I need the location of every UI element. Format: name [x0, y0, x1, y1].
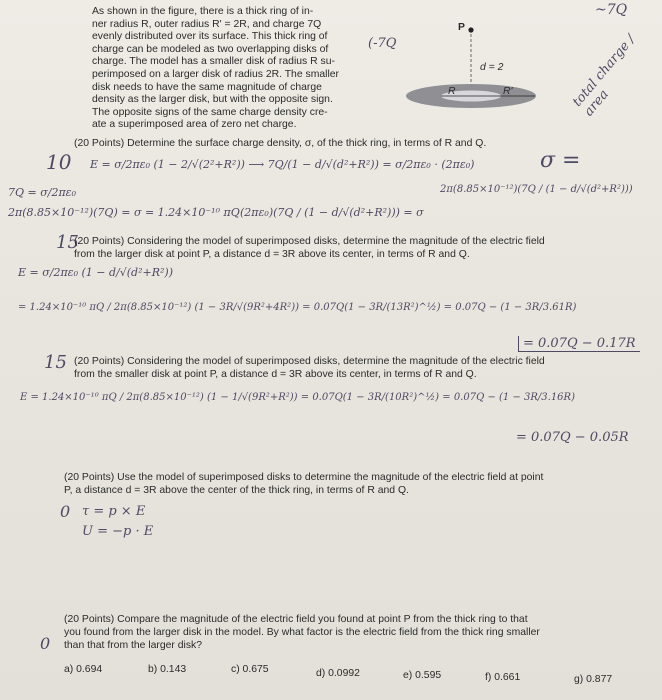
q2-work-line: = 1.24×10⁻¹⁰ πQ / 2π(8.85×10⁻¹²) (1 − 3R/√(9R²+4R²)) = 0.07Q(1 − 3R/(13R²)^½) = 0.07Q − (1 − 3R/3.61R): [18, 302, 577, 313]
choice-f: f) 0.661: [485, 672, 521, 683]
q3-work-line: E = 1.24×10⁻¹⁰ πQ / 2π(8.85×10⁻¹²) (1 − 1/√(9R²+R²)) = 0.07Q(1 − 3R/(10R²)^½) = 0.07Q − (1 − 3R/3.16R): [20, 392, 575, 403]
problem-intro: [92, 6, 362, 132]
intro-line: evenly distributed over its surface. This thick ring of: [92, 31, 328, 43]
choice-c: c) 0.675: [231, 664, 269, 675]
intro-line: charge. The model has a smaller disk of radius R su-: [92, 56, 335, 68]
distance-label: d = 2: [480, 62, 504, 73]
q1-work-line: 7Q = σ/2πε₀: [8, 186, 76, 199]
q4-score: 0: [60, 502, 71, 521]
question-2-line2: from the larger disk at point P, a distance d = 3R above its center, in terms of R and Q.: [74, 249, 470, 260]
question-2-line1: (20 Points) Considering the model of superimposed disks, determine the magnitude of the electric field: [74, 236, 545, 247]
choice-d: d) 0.0992: [316, 668, 360, 679]
q1-work-line: (2πε₀)(7Q / (1 − d/√(d²+R²))) = σ: [240, 206, 424, 219]
q1-work-line: 2π(8.85×10⁻¹²)(7Q) = σ = 1.24×10⁻¹⁰ πQ: [8, 206, 240, 219]
intro-line: perimposed on a larger disk of radius 2R. The smaller: [92, 68, 339, 80]
q4-work-line: U = −p · E: [82, 524, 154, 539]
question-5-line1: (20 Points) Compare the magnitude of the electric field you found at point P from the thick ring to that: [64, 614, 528, 625]
intro-line: ate a superimposed area of zero net charge.: [92, 119, 297, 131]
q2-result: = 0.07Q − 0.17R: [518, 336, 640, 352]
question-5-line3: than that from the larger disk?: [64, 640, 203, 651]
sigma-note: σ =: [540, 148, 581, 173]
intro-line: charge can be modeled as two overlapping disks of: [92, 43, 329, 55]
top-right-note: ~7Q: [595, 2, 628, 18]
q2-work-line: E = σ/2πε₀ (1 − d/√(d²+R²)): [18, 266, 173, 279]
charge-note: (-7Q: [368, 36, 397, 51]
choice-a: a) 0.694: [64, 664, 103, 675]
outer-radius-label: R': [503, 86, 513, 97]
point-p-dot: [468, 27, 473, 32]
q1-work-line: E = σ/2πε₀ (1 − 2/√(2²+R²)) ⟶ 7Q/(1 − d/√(d²+R²)) = σ/2πε₀ · (2πε₀): [90, 158, 475, 171]
q5-score: 0: [40, 634, 51, 653]
q4-work-line: τ = p × E: [82, 504, 146, 519]
q3-result: = 0.07Q − 0.05R: [516, 430, 629, 445]
inner-radius-label: R: [448, 86, 456, 97]
question-1: (20 Points) Determine the surface charge density, σ, of the thick ring, in terms of R and Q.: [74, 138, 487, 149]
question-3-line2: from the smaller disk at point P, a distance d = 3R above its center, in terms of R and Q.: [74, 369, 477, 380]
q3-score: 15: [44, 352, 67, 373]
question-4-line1: (20 Points) Use the model of superimposed disks to determine the magnitude of the electric field at point: [64, 472, 544, 483]
side-note: total charge / area: [570, 32, 639, 120]
ring-figure: [395, 22, 560, 114]
intro-line: density as the larger disk, but with the opposite sign.: [92, 94, 333, 106]
intro-line: ner radius R, outer radius R' = 2R, and charge 7Q: [92, 18, 322, 30]
intro-line: As shown in the figure, there is a thick ring of in-: [92, 6, 314, 17]
intro-line: disk needs to have the same magnitude of charge: [92, 81, 322, 93]
question-5-line2: you found from the larger disk in the model. By what factor is the electric field from the thick ring smaller: [64, 627, 540, 638]
q1-work-line: 2π(8.85×10⁻¹²)(7Q / (1 − d/√(d²+R²))): [440, 184, 633, 195]
question-4-line2: P, a distance d = 3R above the center of the thick ring, in terms of R and Q.: [64, 485, 409, 496]
question-3-line1: (20 Points) Considering the model of superimposed disks, determine the magnitude of the electric field: [74, 356, 545, 367]
intro-line: The opposite signs of the same charge density cre-: [92, 106, 328, 118]
q2-score: 15: [56, 232, 79, 253]
choice-g: g) 0.877: [574, 674, 613, 685]
choice-b: b) 0.143: [148, 664, 187, 675]
choice-e: e) 0.595: [403, 670, 442, 681]
point-p-label: P: [458, 22, 465, 33]
q1-score: 10: [46, 150, 72, 174]
